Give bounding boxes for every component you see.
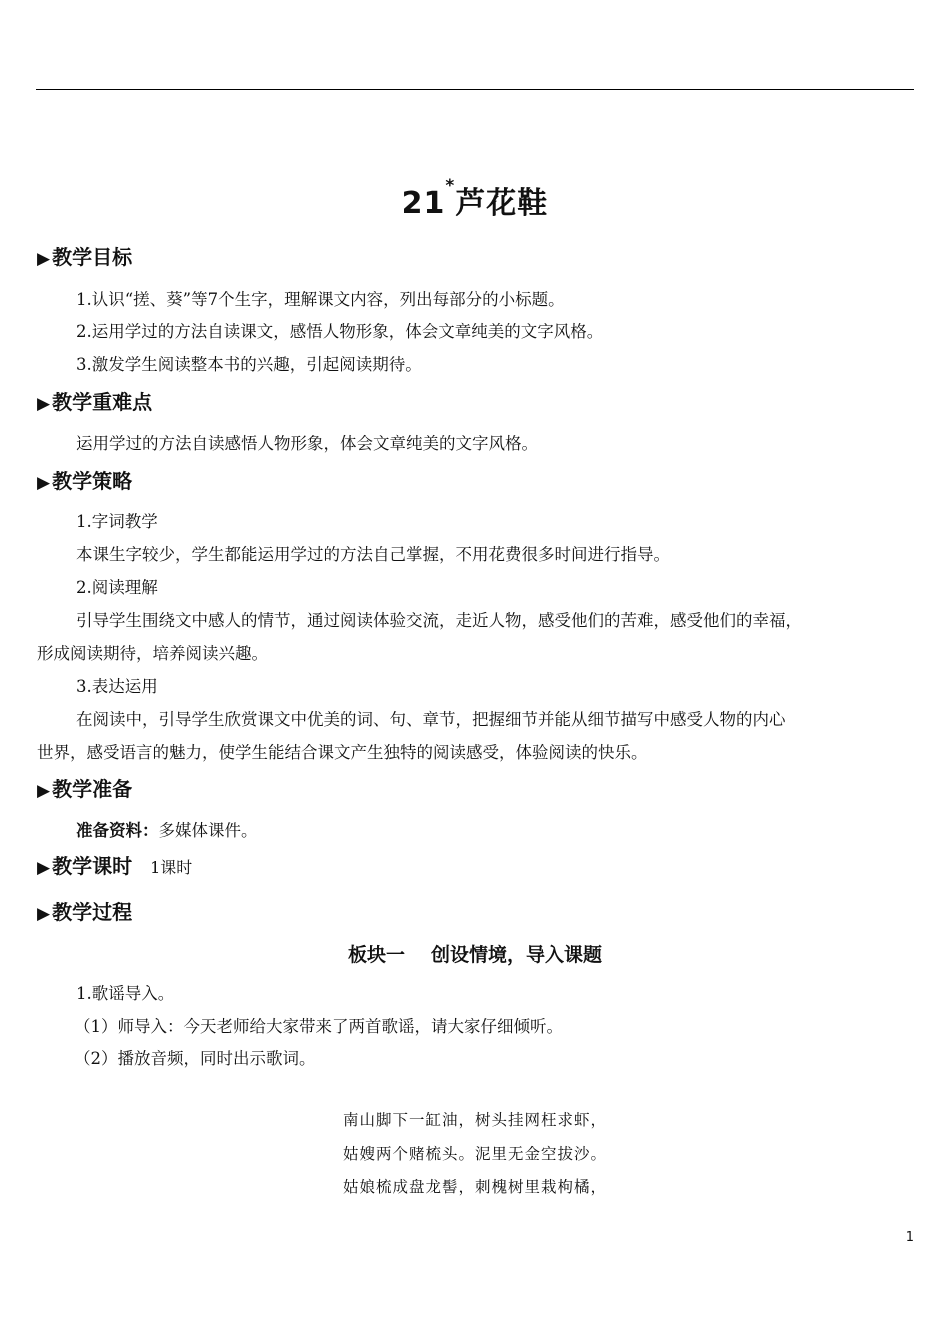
prep-label: 准备资料： xyxy=(76,821,159,840)
heading-prep: ▶ 教学准备 xyxy=(37,777,133,801)
strategy-text: 引导学生围绕文中感人的情节，通过阅读体验交流，走近人物，感受他们的苦难，感受他们的幸福， xyxy=(76,611,802,630)
prep-line xyxy=(76,817,258,841)
process-step: 1.歌谣导入。 xyxy=(76,984,175,1003)
keypoints-text: 运用学过的方法自读感悟人物形象，体会文章纯美的文字风格。 xyxy=(76,434,538,453)
heading-strategy: ▶ 教学策略 xyxy=(37,469,133,493)
triangle-bullet-icon: ▶ xyxy=(37,858,51,878)
strategy-text: 本课生字较少，学生都能运用学过的方法自己掌握，不用花费很多时间进行指导。 xyxy=(76,545,670,564)
strategy-text: 形成阅读期待，培养阅读兴趣。 xyxy=(37,644,268,663)
poem-line: 姑嫂两个赌梳头。泥里无金空拔沙。 xyxy=(343,1145,608,1163)
strategy-text: 世界，感受语言的魅力，使学生能结合课文产生独特的阅读感受，体验阅读的快乐。 xyxy=(37,743,648,762)
triangle-bullet-icon: ▶ xyxy=(37,394,51,414)
triangle-bullet-icon: ▶ xyxy=(37,473,51,493)
strategy-title: 1.字词教学 xyxy=(76,512,158,531)
goal-item: 1.认识“搓、葵”等7个生字，理解课文内容，列出每部分的小标题。 xyxy=(76,290,565,309)
triangle-bullet-icon: ▶ xyxy=(37,781,51,801)
heading-process: ▶ 教学过程 xyxy=(37,900,133,924)
goal-item: 3.激发学生阅读整本书的兴趣，引起阅读期待。 xyxy=(76,355,422,374)
heading-hours: ▶ 教学课时 1课时 xyxy=(37,854,193,878)
prep-value: 多媒体课件。 xyxy=(158,821,258,840)
process-step: （2）播放音频，同时出示歌词。 xyxy=(74,1049,316,1068)
goal-item: 2.运用学过的方法自读课文，感悟人物形象，体会文章纯美的文字风格。 xyxy=(76,322,604,341)
header-rule xyxy=(36,89,914,90)
section-title: 板块一 创设情境，导入课题 xyxy=(347,944,603,966)
strategy-title: 2.阅读理解 xyxy=(76,578,158,597)
triangle-bullet-icon: ▶ xyxy=(37,904,51,924)
page-title: 21*芦花鞋 xyxy=(401,176,549,221)
strategy-text: 在阅读中，引导学生欣赏课文中优美的词、句、章节，把握细节并能从细节描写中感受人物的内心 xyxy=(76,710,786,729)
poem-line: 南山脚下一缸油，树头挂网枉求虾， xyxy=(343,1111,608,1129)
strategy-title: 3.表达运用 xyxy=(76,677,158,696)
process-step: （1）师导入：今天老师给大家带来了两首歌谣，请大家仔细倾听。 xyxy=(74,1017,563,1036)
poem-line: 姑娘梳成盘龙髻，刺槐树里栽枸橘， xyxy=(343,1178,608,1196)
triangle-bullet-icon: ▶ xyxy=(37,249,51,269)
page-number: 1 xyxy=(905,1230,914,1245)
hours-value: 1课时 xyxy=(150,858,193,877)
heading-goals: ▶ 教学目标 xyxy=(37,245,133,269)
heading-keypoints: ▶ 教学重难点 xyxy=(37,390,153,414)
